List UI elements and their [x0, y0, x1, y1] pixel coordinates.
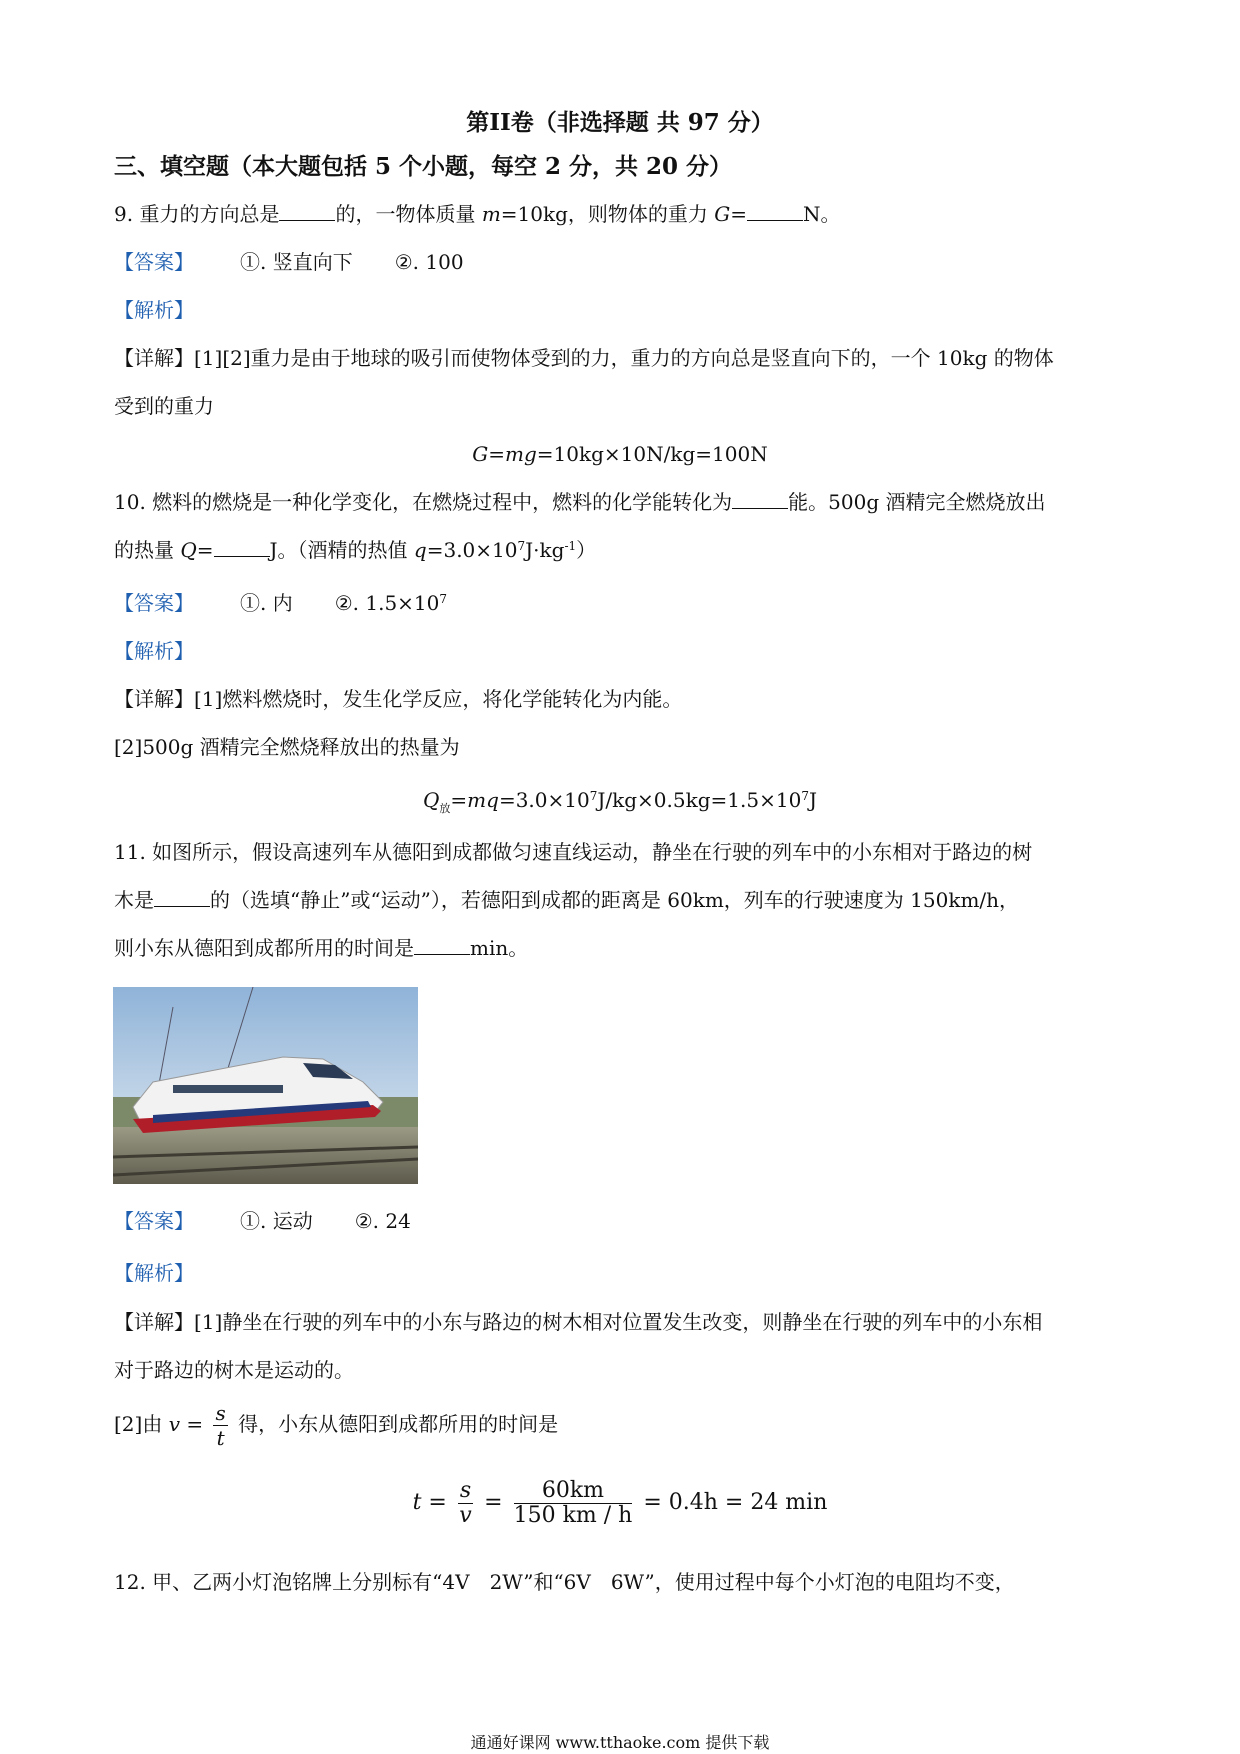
- footer-watermark: 通通好课网 www.tthaoke.com 提供下载: [470, 1733, 770, 1752]
- question-11-line1: 11. 如图所示，假设高速列车从德阳到成都做匀速直线运动，静坐在行驶的列车中的小东相对于路边的树: [114, 840, 1033, 864]
- analysis-tag-11: 【解析】: [114, 1261, 194, 1285]
- answer-blank: [279, 200, 335, 221]
- question-10-line1: 10. 燃料的燃烧是一种化学变化，在燃烧过程中，燃料的化学能转化为 能。500g 酒精完全燃烧放出: [114, 490, 1046, 514]
- answer-blank: [414, 934, 470, 955]
- analysis-tag-10: 【解析】: [114, 639, 194, 663]
- question-12-line1: 12. 甲、乙两小灯泡铭牌上分别标有“4V 2W”和“6V 6W”，使用过程中每个小灯泡的电阻均不变，: [114, 1570, 1015, 1594]
- answer-tag: 【答案】: [114, 250, 194, 274]
- detail-10-line1: 【详解】[1]燃料燃烧时，发生化学反应，将化学能转化为内能。: [114, 687, 683, 711]
- analysis-tag-9: 【解析】: [114, 298, 194, 322]
- answer-blank: [154, 886, 210, 907]
- answer-blank: [214, 536, 270, 557]
- detail-11-line3: [2]由 v = $\frac{s}{t}$ 得，小东从德阳到成都所用的时间是: [114, 1401, 559, 1450]
- detail-9-line1: 【详解】[1][2]重力是由于地球的吸引而使物体受到的力，重力的方向总是竖直向下的，一个 10kg 的物体: [114, 346, 1054, 370]
- detail-10-line2: [2]500g 酒精完全燃烧释放出的热量为: [114, 735, 460, 759]
- answer-blank: [747, 200, 803, 221]
- detail-9-line2: 受到的重力: [114, 394, 214, 418]
- question-11-line2: 木是 的（选填“静止”或“运动”），若德阳到成都的距离是 60km，列车的行驶速度为 150km/h，: [114, 888, 1020, 912]
- detail-11-line2: 对于路边的树木是运动的。: [114, 1358, 354, 1382]
- formula-10: $Q_放=mq=3.0\times 10^7J/kg\times 0.5kg=1.5\times 10^7J$: [423, 788, 817, 815]
- section-heading: 三、填空题（本大题包括 5 个小题，每空 2 分，共 20 分）: [114, 153, 733, 180]
- formula-9: G=mg=10kg×10N/kg=100N: [472, 442, 768, 466]
- formula-11: t = $\frac{s}{v}$ = $\frac{60km}{150 km / h}$ = 0.4h = 24 min: [412, 1477, 828, 1528]
- answer-11: 【答案】 ①. 运动 ②. 24: [114, 1209, 411, 1233]
- question-11-line3: 则小东从德阳到成都所用的时间是 min。: [114, 936, 529, 960]
- page-title: 第II卷（非选择题 共 97 分）: [466, 109, 774, 136]
- fraction-s-over-t: $\frac{s}{t}$: [215, 1401, 226, 1450]
- answer-blank: [732, 488, 788, 509]
- answer-9: 【答案】 ①. 竖直向下 ②. 100: [114, 250, 464, 274]
- answer-tag: 【答案】: [114, 591, 194, 615]
- detail-11-line1: 【详解】[1]静坐在行驶的列车中的小东与路边的树木相对位置发生改变，则静坐在行驶的列车中的小东相: [114, 1310, 1043, 1334]
- answer-10: 【答案】 ①. 内 ②. $1.5\times 10^7$: [114, 591, 448, 615]
- train-photo: [113, 987, 418, 1184]
- question-9: 9. 重力的方向总是 的，一物体质量 m=10kg，则物体的重力 G= N。: [114, 202, 841, 226]
- question-10-line2: 的热量 Q= J。（酒精的热值 $q=3.0\times 10^7J\cdot kg^{-1}$）: [114, 538, 597, 562]
- answer-tag: 【答案】: [114, 1209, 194, 1233]
